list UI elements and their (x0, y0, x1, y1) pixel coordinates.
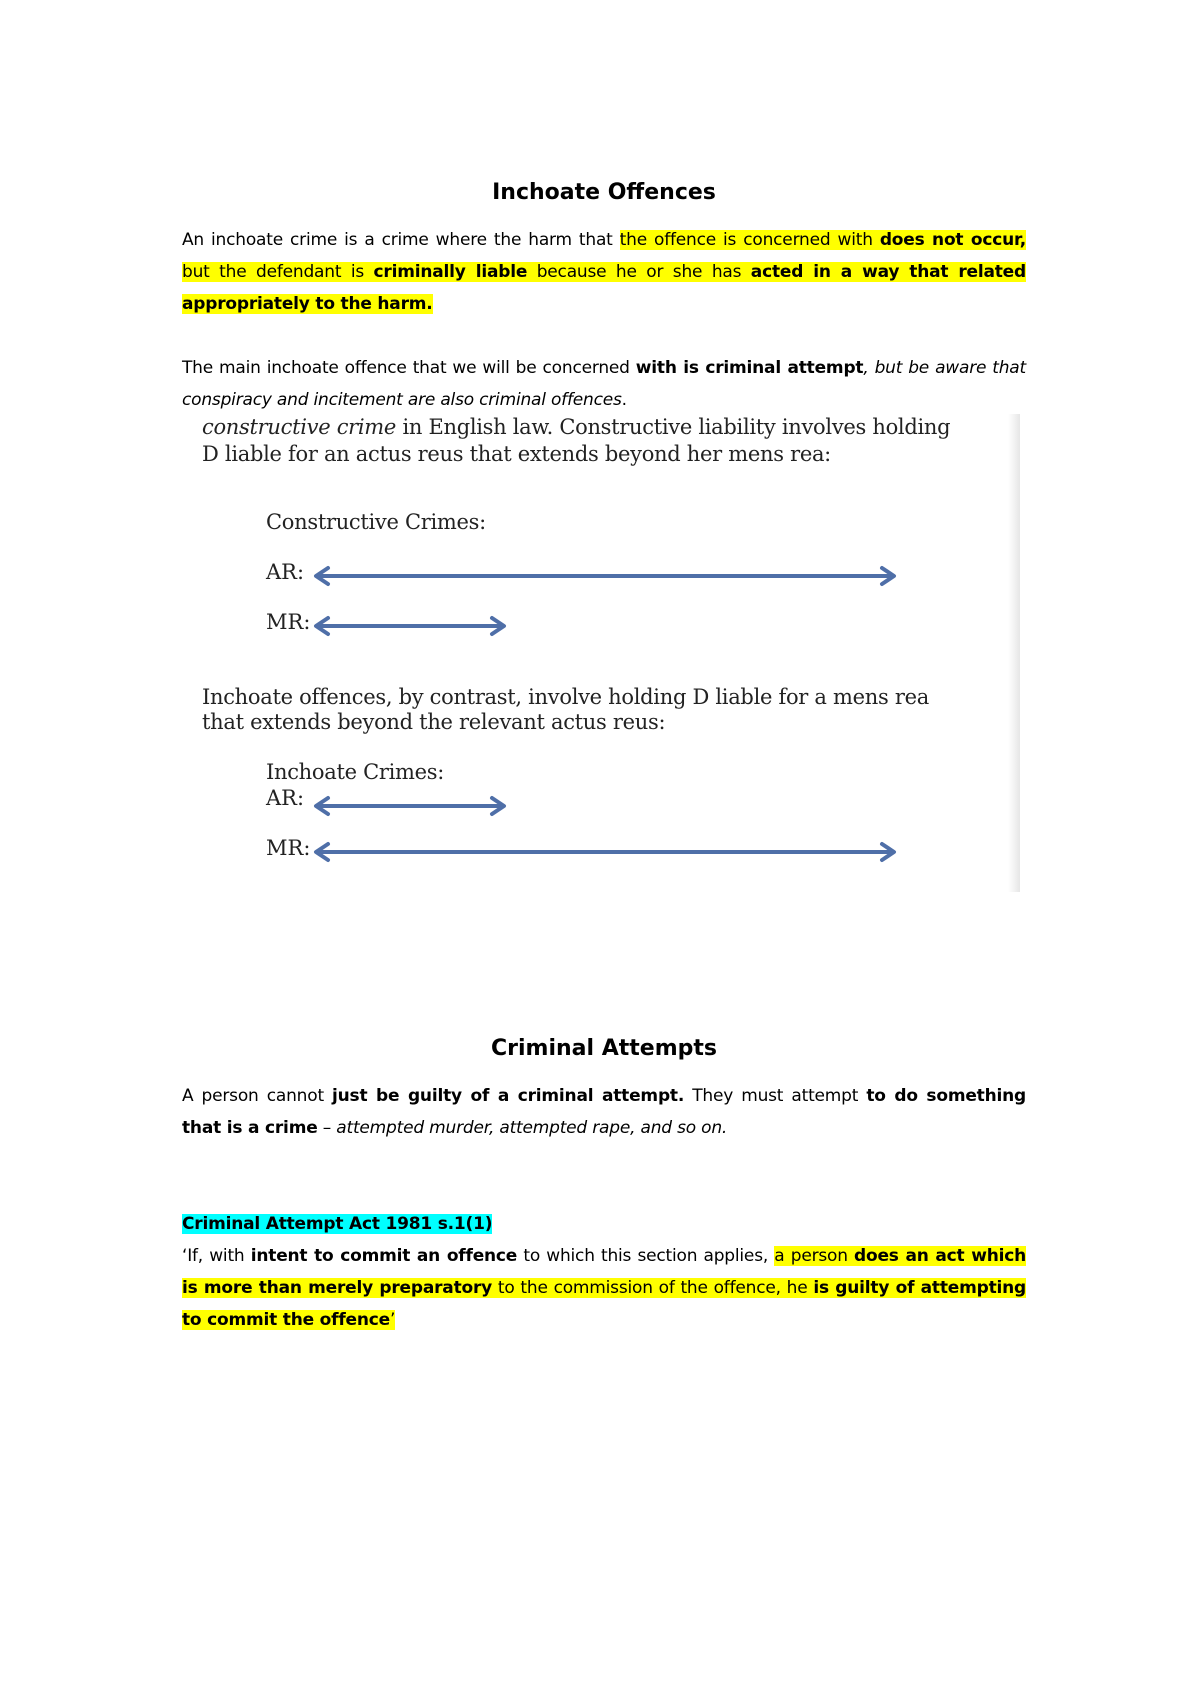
highlighted-text: because he or she has (527, 262, 751, 282)
figure-italic-term: constructive crime (202, 415, 397, 439)
inchoate-mr-label: MR: (266, 836, 311, 860)
act-title: Criminal Attempt Act 1981 s.1(1) (182, 1214, 493, 1234)
highlighted-text: but the defendant is (182, 262, 374, 282)
highlighted-bold-text: does not occur, (879, 230, 1026, 250)
constructive-ar-arrow (312, 564, 898, 588)
inchoate-ar-arrow (312, 794, 508, 818)
figure-text-run: in English law. Constructive liability involves holding (396, 415, 951, 439)
figure-intro-line1 (202, 414, 950, 440)
text-run: They must attempt (684, 1086, 867, 1106)
text-run: – (317, 1118, 337, 1138)
figure-contrast-line2: that extends beyond the relevant actus reus: (202, 710, 666, 734)
figure-contrast-line1: Inchoate offences, by contrast, involve holding D liable for a mens rea (202, 685, 929, 709)
heading-criminal-attempts: Criminal Attempts (491, 1036, 717, 1061)
highlighted-bold-text: criminally liable (373, 262, 528, 282)
bold-text: to do something that is a crime (182, 1086, 1027, 1138)
constructive-mr-label: MR: (266, 610, 311, 634)
highlighted-text: a person (774, 1246, 855, 1266)
text-run: A person cannot (182, 1086, 333, 1106)
italic-text: , but be aware that conspiracy and incitement are also criminal offences (182, 358, 1026, 410)
bold-text: intent to commit an offence (250, 1246, 518, 1266)
italic-text: attempted murder, attempted rape, and so on. (336, 1118, 728, 1138)
text-run: to which this section applies, (517, 1246, 775, 1266)
paragraph-main-offence (182, 352, 1026, 416)
highlighted-text: to the commission of the offence, he (492, 1278, 814, 1298)
inchoate-ar-label: AR: (266, 786, 305, 810)
highlighted-text: ’ (389, 1310, 396, 1330)
figure-shadow-edge (1008, 414, 1020, 892)
highlighted-bold-text: does an act which is more than merely preparatory (182, 1246, 1027, 1298)
text-run: The main inchoate offence that we will be concerned (182, 358, 636, 378)
text-run: An inchoate crime is a crime where the harm that (182, 230, 620, 250)
bold-text: just be guilty of a criminal attempt. (332, 1086, 685, 1106)
constructive-ar-label: AR: (266, 560, 305, 584)
embedded-figure-constructive-vs-inchoate (188, 414, 1020, 892)
paragraph-attempt-definition (182, 1080, 1026, 1144)
constructive-mr-arrow (312, 614, 508, 638)
act-title-line (182, 1208, 1026, 1240)
figure-intro-line2: D liable for an actus reus that extends beyond her mens rea: (202, 442, 831, 466)
highlighted-text: the offence is concerned with (619, 230, 880, 250)
constructive-crimes-title: Constructive Crimes: (266, 510, 486, 534)
highlighted-bold-text: is guilty of attempting to commit the offence (182, 1278, 1026, 1330)
text-run: ‘If, with (182, 1246, 251, 1266)
text-run: . (621, 390, 627, 410)
paragraph-inchoate-definition (182, 224, 1026, 320)
highlighted-bold-text: acted in a way that related appropriately to the harm. (182, 262, 1026, 314)
paragraph-act-quote (182, 1240, 1026, 1336)
heading-inchoate-offences: Inchoate Offences (492, 180, 716, 205)
bold-text: with is criminal attempt (635, 358, 864, 378)
inchoate-crimes-title: Inchoate Crimes: (266, 760, 445, 784)
inchoate-mr-arrow (312, 840, 898, 864)
